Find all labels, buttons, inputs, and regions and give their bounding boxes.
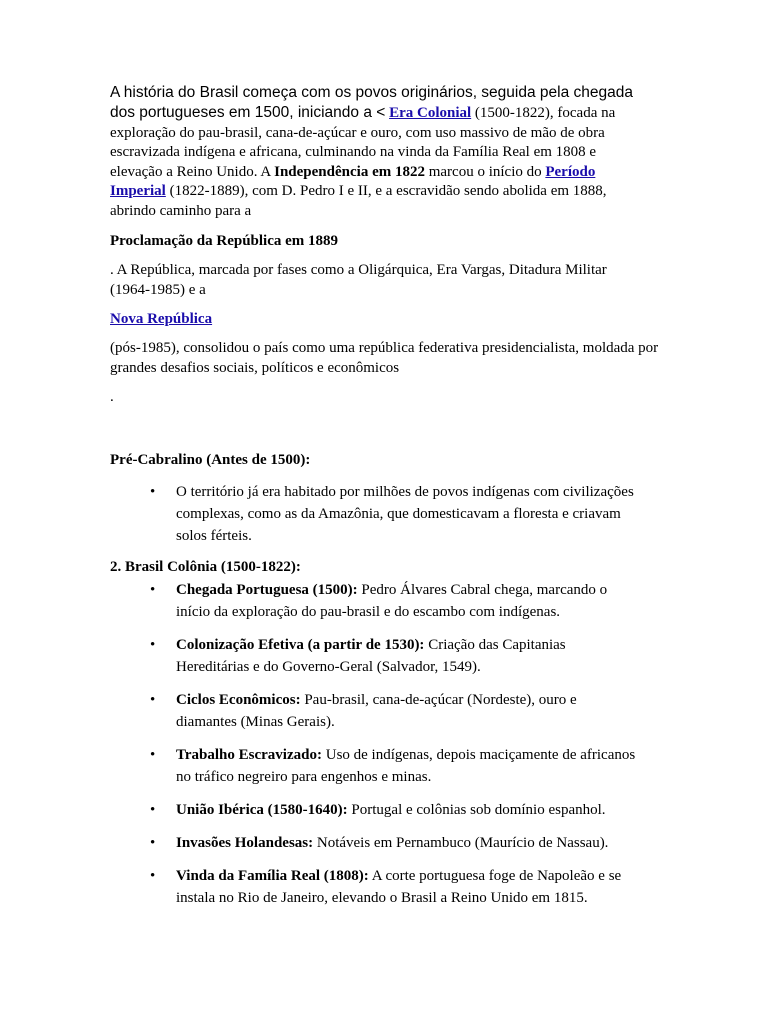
list-item-bold: Vinda da Família Real (1808): — [176, 868, 369, 884]
intro-text-after-independencia: marcou o início do — [424, 163, 546, 180]
bullet-icon: • — [150, 835, 156, 851]
intro-paragraph — [110, 83, 640, 221]
periodo-imperial-link[interactable]: Período Imperial — [110, 163, 596, 199]
list-item — [150, 481, 640, 547]
list-item-text: Pedro Álvares Cabral chega, marcando o início da exploração do pau-brasil e do escambo com indígenas. — [176, 582, 608, 620]
proclamacao-text: Proclamação da República em 1889 — [110, 233, 339, 249]
list-item-text: Criação das Capitanias Hereditárias e do Governo-Geral (Salvador, 1549). — [176, 637, 566, 675]
intro-sans-line-2: dos portugueses em 1500, iniciando a < — [110, 104, 386, 121]
list-item-text: Uso de indígenas, depois maciçamente de africanos no tráfico negreiro para engenhos e minas. — [176, 747, 636, 785]
proclamacao-heading — [110, 232, 670, 252]
list-item — [150, 799, 640, 821]
pre-cabralino-heading-line — [110, 451, 670, 471]
list-item-text: A corte portuguesa foge de Napoleão e se instala no Rio de Janeiro, elevando o Brasil a Reino Unido em 1815. — [176, 868, 622, 906]
era-colonial-link[interactable]: Era Colonial — [389, 105, 472, 121]
list-item-text: Pau-brasil, cana-de-açúcar (Nordeste), ouro e diamantes (Minas Gerais). — [176, 692, 577, 730]
bullet-icon: • — [150, 747, 156, 763]
colonia-heading: 2. Brasil Colônia (1500-1822): — [110, 559, 301, 575]
list-item — [150, 832, 640, 854]
pre-cabralino-list — [150, 481, 640, 547]
pre-cabralino-heading: Pré-Cabralino (Antes de 1500): — [110, 452, 311, 468]
intro-text-after-imperial: (1822-1889), com D. Pedro I e II, e a escravidão sendo abolida em 1888, abrindo caminho para a — [110, 183, 607, 219]
nova-republica-line — [110, 310, 670, 330]
list-item — [150, 689, 640, 733]
republica-paragraph: . A República, marcada por fases como a Oligárquica, Era Vargas, Ditadura Militar (1964-1985) e a — [110, 262, 607, 298]
list-item-bold: Trabalho Escravizado: — [176, 747, 322, 763]
bullet-icon: • — [150, 484, 156, 500]
list-item — [150, 744, 640, 788]
list-item — [150, 865, 640, 909]
independencia-bold: Independência em 1822 — [274, 163, 425, 180]
list-item-bold: Invasões Holandesas: — [176, 835, 314, 851]
intro-sans-line-1: A história do Brasil começa com os povos originários, seguida pela chegada — [110, 84, 633, 101]
intro-mixed-text — [110, 103, 640, 221]
nova-republica-link[interactable]: Nova República — [110, 311, 213, 327]
bullet-icon: • — [150, 802, 156, 818]
list-item-bold: Ciclos Econômicos: — [176, 692, 301, 708]
list-item-bold: Colonização Efetiva (a partir de 1530): — [176, 637, 425, 653]
bullet-icon: • — [150, 582, 156, 598]
intro-text-after-era: (1500-1822), focada na exploração do pau-brasil, cana-de-açúcar e ouro, com uso massivo de mão de obra escravizada indígena e africana, culminando na vinda da Família Real em 1808 e elevação a Reino Unido. A — [110, 105, 616, 180]
bullet-icon: • — [150, 637, 156, 653]
colonia-list — [150, 579, 640, 909]
list-item-text: Portugal e colônias sob domínio espanhol. — [347, 802, 606, 818]
list-item-bold: Chegada Portuguesa (1500): — [176, 582, 358, 598]
bullet-icon: • — [150, 692, 156, 708]
list-item-text: Notáveis em Pernambuco (Maurício de Nassau). — [313, 835, 609, 851]
colonia-heading-line — [110, 558, 670, 578]
list-item — [150, 634, 640, 678]
list-item — [150, 579, 640, 623]
nova-republica-paragraph: (pós-1985), consolidou o país como uma república federativa presidencialista, moldada por grandes desafios sociais, políticos e econômicos — [110, 340, 659, 376]
lone-period: . — [110, 389, 114, 405]
list-item-text: O território já era habitado por milhões de povos indígenas com civilizações complexas, como as da Amazônia, que domesticavam a floresta e criavam solos férteis. — [176, 484, 634, 544]
list-item-bold: União Ibérica (1580-1640): — [176, 802, 348, 818]
bullet-icon: • — [150, 868, 156, 884]
